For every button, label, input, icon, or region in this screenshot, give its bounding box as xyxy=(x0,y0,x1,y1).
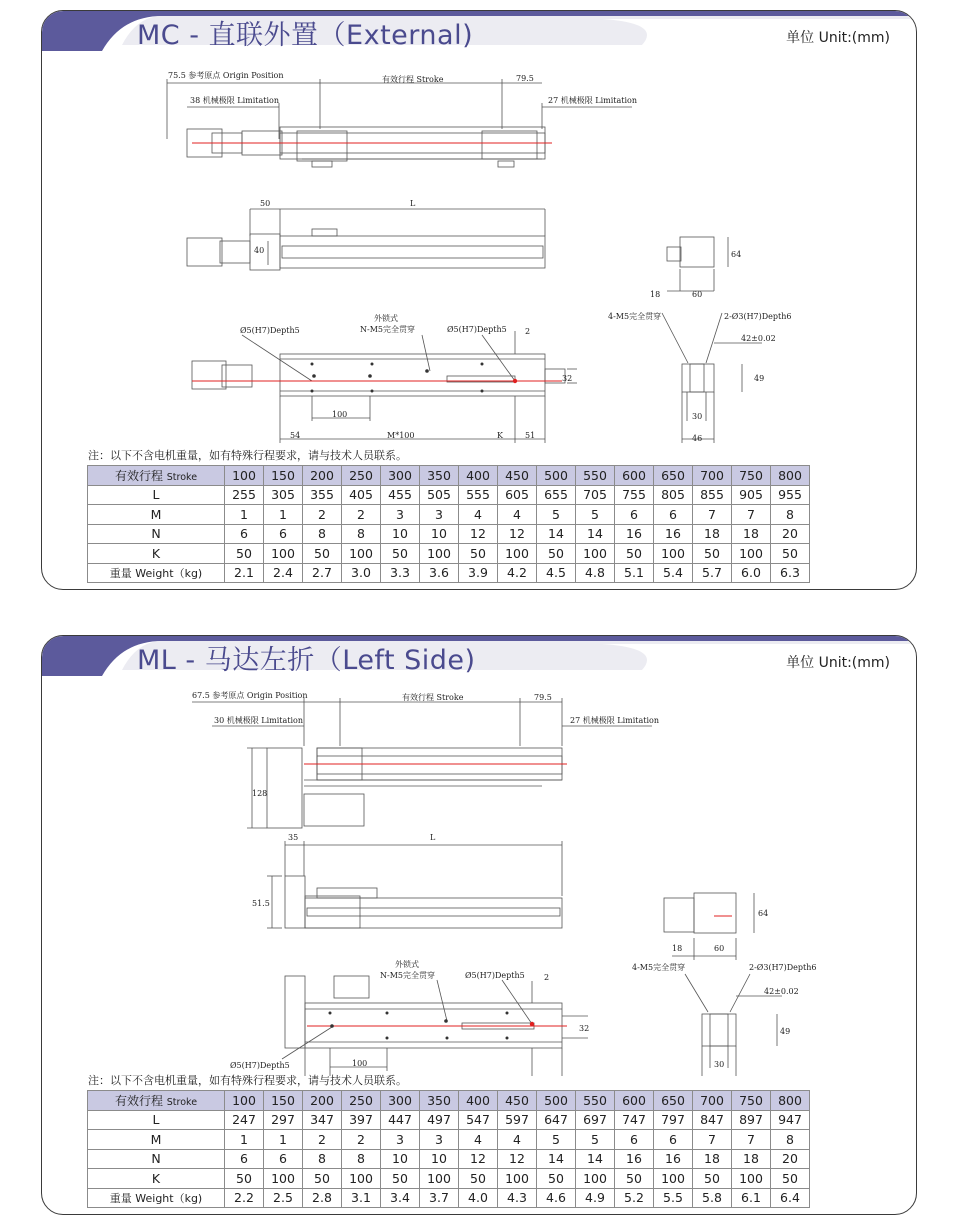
table-cell: 6.1 xyxy=(732,1188,771,1208)
stroke-cell: 800 xyxy=(771,466,810,486)
dim-lock: 外锁式 xyxy=(374,314,398,323)
table-row xyxy=(88,544,810,564)
table-cell: 6 xyxy=(615,505,654,525)
stroke-cell: 100 xyxy=(225,1091,264,1111)
table-cell: 5 xyxy=(576,505,615,525)
table-cell: 50 xyxy=(693,544,732,564)
table-cell: 100 xyxy=(264,1169,303,1189)
table-cell: 4.3 xyxy=(498,1188,537,1208)
dim-hole-left: Ø5(H7)Depth5 xyxy=(230,1061,290,1070)
table-cell: 5.8 xyxy=(693,1188,732,1208)
table-cell: 6.4 xyxy=(771,1188,810,1208)
table-cell: 50 xyxy=(693,1169,732,1189)
table-cell: 8 xyxy=(303,1149,342,1169)
table-cell: 7 xyxy=(693,1130,732,1150)
dim-limit-left: 38 机械极限 Limitation xyxy=(190,96,280,105)
table-cell: 3.3 xyxy=(381,563,420,583)
dim-2: 2 xyxy=(525,327,531,336)
table-cell: 447 xyxy=(381,1110,420,1130)
row-label: N xyxy=(88,1149,225,1169)
table-cell: 14 xyxy=(576,524,615,544)
table-cell: 7 xyxy=(732,1130,771,1150)
table-cell: 100 xyxy=(576,544,615,564)
row-label: 重量 Weight（kg) xyxy=(88,563,225,583)
dim-hole-mid: Ø5(H7)Depth5 xyxy=(465,971,525,980)
table-cell: 100 xyxy=(264,544,303,564)
dim-o3: 2-Ø3(H7)Depth6 xyxy=(749,963,817,972)
stroke-cell: 550 xyxy=(576,466,615,486)
table-cell: 2 xyxy=(303,505,342,525)
dim-nm5: N-M5完全贯穿 xyxy=(360,325,415,334)
stroke-cell: 750 xyxy=(732,466,771,486)
row-label: M xyxy=(88,1130,225,1150)
table-cell: 855 xyxy=(693,485,732,505)
spec-table xyxy=(87,1090,810,1208)
table-cell: 12 xyxy=(498,1149,537,1169)
table-cell: 3 xyxy=(381,505,420,525)
section-ml-left-side xyxy=(41,635,917,1215)
table-cell: 397 xyxy=(342,1110,381,1130)
table-cell: 2 xyxy=(342,505,381,525)
dim-2: 2 xyxy=(544,973,550,982)
dim-32: 32 xyxy=(579,1024,590,1033)
stroke-label: 有效行程 Stroke xyxy=(88,466,225,486)
table-cell: 4.5 xyxy=(537,563,576,583)
note-text: 注：以下不含电机重量，如有特殊行程要求，请与技术人员联系。 xyxy=(88,1074,407,1087)
table-cell: 847 xyxy=(693,1110,732,1130)
table-cell: 347 xyxy=(303,1110,342,1130)
dim-40: 40 xyxy=(254,246,265,255)
table-row xyxy=(88,485,810,505)
dim-limit-right: 27 机械极限 Limitation xyxy=(548,96,638,105)
stroke-cell: 350 xyxy=(420,466,459,486)
dim-79-5: 79.5 xyxy=(516,74,534,83)
table-cell: 4.2 xyxy=(498,563,537,583)
dim-origin: 75.5 参考原点 Origin Position xyxy=(168,71,284,80)
stroke-cell: 750 xyxy=(732,1091,771,1111)
table-cell: 897 xyxy=(732,1110,771,1130)
table-cell: 1 xyxy=(264,1130,303,1150)
dim-hole-mid: Ø5(H7)Depth5 xyxy=(447,325,507,334)
table-cell: 100 xyxy=(498,544,537,564)
table-cell: 4.9 xyxy=(576,1188,615,1208)
table-cell: 50 xyxy=(303,544,342,564)
table-header-row xyxy=(88,1091,810,1111)
stroke-cell: 200 xyxy=(303,1091,342,1111)
stroke-cell: 250 xyxy=(342,1091,381,1111)
section-mc-external xyxy=(41,10,917,590)
table-cell: 20 xyxy=(771,1149,810,1169)
table-row xyxy=(88,524,810,544)
stroke-cell: 450 xyxy=(498,466,537,486)
table-cell: 100 xyxy=(576,1169,615,1189)
dim-o3: 2-Ø3(H7)Depth6 xyxy=(724,312,792,321)
stroke-cell: 300 xyxy=(381,466,420,486)
dim-46: 46 xyxy=(692,434,703,443)
table-cell: 12 xyxy=(459,1149,498,1169)
stroke-cell: 150 xyxy=(264,466,303,486)
table-cell: 3 xyxy=(420,1130,459,1150)
table-cell: 14 xyxy=(537,1149,576,1169)
dim-64: 64 xyxy=(758,909,769,918)
table-cell: 2.2 xyxy=(225,1188,264,1208)
table-cell: 605 xyxy=(498,485,537,505)
dim-49: 49 xyxy=(780,1027,791,1036)
dim-42: 42±0.02 xyxy=(764,987,799,996)
table-header-row xyxy=(88,466,810,486)
table-cell: 2.8 xyxy=(303,1188,342,1208)
dim-100: 100 xyxy=(352,1059,368,1068)
note-text: 注：以下不含电机重量，如有特殊行程要求，请与技术人员联系。 xyxy=(88,449,407,462)
table-cell: 2.4 xyxy=(264,563,303,583)
dim-stroke: 有效行程 Stroke xyxy=(382,75,444,84)
stroke-cell: 150 xyxy=(264,1091,303,1111)
table-cell: 655 xyxy=(537,485,576,505)
table-cell: 8 xyxy=(771,505,810,525)
dim-limit-left: 30 机械极限 Limitation xyxy=(214,716,304,725)
stroke-cell: 400 xyxy=(459,1091,498,1111)
table-cell: 12 xyxy=(498,524,537,544)
table-cell: 16 xyxy=(654,1149,693,1169)
dim-64: 64 xyxy=(731,250,742,259)
table-cell: 100 xyxy=(342,1169,381,1189)
table-cell: 6 xyxy=(654,1130,693,1150)
dim-L: L xyxy=(410,199,416,208)
table-cell: 10 xyxy=(381,524,420,544)
stroke-cell: 500 xyxy=(537,466,576,486)
table-cell: 505 xyxy=(420,485,459,505)
stroke-cell: 650 xyxy=(654,1091,693,1111)
table-cell: 2.1 xyxy=(225,563,264,583)
table-cell: 18 xyxy=(693,1149,732,1169)
table-cell: 16 xyxy=(615,1149,654,1169)
stroke-cell: 600 xyxy=(615,1091,654,1111)
table-cell: 3.6 xyxy=(420,563,459,583)
table-cell: 3.0 xyxy=(342,563,381,583)
table-cell: 50 xyxy=(537,544,576,564)
table-cell: 5.4 xyxy=(654,563,693,583)
section-header xyxy=(42,11,916,51)
table-cell: 50 xyxy=(459,1169,498,1189)
table-cell: 1 xyxy=(264,505,303,525)
dim-128: 128 xyxy=(252,789,268,798)
row-label: K xyxy=(88,1169,225,1189)
table-cell: 555 xyxy=(459,485,498,505)
stroke-cell: 700 xyxy=(693,1091,732,1111)
table-cell: 3.1 xyxy=(342,1188,381,1208)
table-cell: 14 xyxy=(537,524,576,544)
table-cell: 2 xyxy=(303,1130,342,1150)
table-cell: 1 xyxy=(225,1130,264,1150)
table-cell: 20 xyxy=(771,524,810,544)
stroke-cell: 450 xyxy=(498,1091,537,1111)
table-cell: 10 xyxy=(420,1149,459,1169)
stroke-cell: 500 xyxy=(537,1091,576,1111)
table-cell: 6 xyxy=(615,1130,654,1150)
page-title: MC - 直联外置（External) xyxy=(137,20,474,51)
table-cell: 4.0 xyxy=(459,1188,498,1208)
spec-table xyxy=(87,465,810,583)
table-cell: 16 xyxy=(654,524,693,544)
dim-42: 42±0.02 xyxy=(741,334,776,343)
row-label: N xyxy=(88,524,225,544)
dim-51: 51 xyxy=(525,431,536,440)
table-cell: 3.9 xyxy=(459,563,498,583)
stroke-cell: 350 xyxy=(420,1091,459,1111)
table-cell: 947 xyxy=(771,1110,810,1130)
table-cell: 4 xyxy=(459,1130,498,1150)
table-cell: 6 xyxy=(264,524,303,544)
table-cell: 50 xyxy=(303,1169,342,1189)
table-cell: 305 xyxy=(264,485,303,505)
table-cell: 455 xyxy=(381,485,420,505)
table-cell: 8 xyxy=(771,1130,810,1150)
table-cell: 4.8 xyxy=(576,563,615,583)
table-cell: 255 xyxy=(225,485,264,505)
stroke-cell: 400 xyxy=(459,466,498,486)
table-cell: 905 xyxy=(732,485,771,505)
row-label: L xyxy=(88,485,225,505)
unit-label: 单位 Unit:(mm) xyxy=(786,655,890,671)
table-cell: 5 xyxy=(537,505,576,525)
table-cell: 50 xyxy=(615,1169,654,1189)
dim-60: 60 xyxy=(692,290,703,299)
table-cell: 4.6 xyxy=(537,1188,576,1208)
table-cell: 547 xyxy=(459,1110,498,1130)
table-cell: 355 xyxy=(303,485,342,505)
dim-54: 54 xyxy=(290,431,301,440)
table-cell: 3.4 xyxy=(381,1188,420,1208)
dim-lock: 外锁式 xyxy=(395,960,419,969)
stroke-cell: 650 xyxy=(654,466,693,486)
dim-60: 60 xyxy=(714,944,725,953)
table-cell: 2 xyxy=(342,1130,381,1150)
dim-18: 18 xyxy=(650,290,661,299)
table-cell: 697 xyxy=(576,1110,615,1130)
table-cell: 2.7 xyxy=(303,563,342,583)
dim-origin: 67.5 参考原点 Origin Position xyxy=(192,691,308,700)
table-cell: 297 xyxy=(264,1110,303,1130)
table-row xyxy=(88,1130,810,1150)
row-label: L xyxy=(88,1110,225,1130)
table-cell: 2.5 xyxy=(264,1188,303,1208)
table-row xyxy=(88,1149,810,1169)
stroke-cell: 700 xyxy=(693,466,732,486)
table-row xyxy=(88,1188,810,1208)
table-cell: 247 xyxy=(225,1110,264,1130)
dim-hole-left: Ø5(H7)Depth5 xyxy=(240,326,300,335)
table-row xyxy=(88,563,810,583)
table-cell: 647 xyxy=(537,1110,576,1130)
table-cell: 955 xyxy=(771,485,810,505)
table-cell: 100 xyxy=(732,544,771,564)
table-cell: 5.7 xyxy=(693,563,732,583)
table-cell: 705 xyxy=(576,485,615,505)
dim-30: 30 xyxy=(714,1060,725,1069)
table-cell: 5 xyxy=(537,1130,576,1150)
table-cell: 10 xyxy=(381,1149,420,1169)
table-cell: 8 xyxy=(303,524,342,544)
dim-79-5: 79.5 xyxy=(534,693,552,702)
dim-m100: M*100 xyxy=(387,431,415,440)
table-cell: 100 xyxy=(498,1169,537,1189)
row-label: M xyxy=(88,505,225,525)
table-cell: 405 xyxy=(342,485,381,505)
technical-drawing xyxy=(42,51,916,451)
table-cell: 50 xyxy=(537,1169,576,1189)
section-header xyxy=(42,636,916,676)
table-cell: 8 xyxy=(342,1149,381,1169)
table-cell: 5.2 xyxy=(615,1188,654,1208)
table-cell: 597 xyxy=(498,1110,537,1130)
table-cell: 16 xyxy=(615,524,654,544)
stroke-cell: 800 xyxy=(771,1091,810,1111)
table-cell: 18 xyxy=(732,1149,771,1169)
dim-m5-side: 4-M5完全贯穿 xyxy=(608,312,662,321)
table-cell: 6.3 xyxy=(771,563,810,583)
table-cell: 18 xyxy=(693,524,732,544)
table-cell: 4 xyxy=(498,505,537,525)
table-cell: 50 xyxy=(459,544,498,564)
table-cell: 3 xyxy=(420,505,459,525)
table-cell: 18 xyxy=(732,524,771,544)
table-cell: 10 xyxy=(420,524,459,544)
table-cell: 6 xyxy=(225,1149,264,1169)
table-cell: 100 xyxy=(654,544,693,564)
dim-30: 30 xyxy=(692,412,703,421)
technical-drawing xyxy=(42,676,916,1076)
table-cell: 50 xyxy=(381,1169,420,1189)
dim-49: 49 xyxy=(754,374,765,383)
dim-nm5: N-M5完全贯穿 xyxy=(380,971,435,980)
row-label: K xyxy=(88,544,225,564)
stroke-cell: 600 xyxy=(615,466,654,486)
table-cell: 50 xyxy=(615,544,654,564)
table-cell: 50 xyxy=(225,544,264,564)
unit-label: 单位 Unit:(mm) xyxy=(786,30,890,46)
row-label: 重量 Weight（kg) xyxy=(88,1188,225,1208)
table-cell: 8 xyxy=(342,524,381,544)
table-cell: 3 xyxy=(381,1130,420,1150)
table-cell: 1 xyxy=(225,505,264,525)
table-row xyxy=(88,1110,810,1130)
table-cell: 797 xyxy=(654,1110,693,1130)
table-cell: 100 xyxy=(732,1169,771,1189)
stroke-cell: 200 xyxy=(303,466,342,486)
dim-L: L xyxy=(430,833,436,842)
table-cell: 497 xyxy=(420,1110,459,1130)
table-cell: 805 xyxy=(654,485,693,505)
dim-m5-side: 4-M5完全贯穿 xyxy=(632,963,686,972)
stroke-label: 有效行程 Stroke xyxy=(88,1091,225,1111)
table-cell: 3.7 xyxy=(420,1188,459,1208)
dim-100: 100 xyxy=(332,410,348,419)
table-cell: 755 xyxy=(615,485,654,505)
table-cell: 50 xyxy=(771,1169,810,1189)
table-cell: 50 xyxy=(225,1169,264,1189)
table-cell: 5.5 xyxy=(654,1188,693,1208)
table-cell: 14 xyxy=(576,1149,615,1169)
table-cell: 747 xyxy=(615,1110,654,1130)
dim-18: 18 xyxy=(672,944,683,953)
dim-limit-right: 27 机械极限 Limitation xyxy=(570,716,660,725)
table-cell: 50 xyxy=(381,544,420,564)
table-cell: 4 xyxy=(459,505,498,525)
table-cell: 7 xyxy=(732,505,771,525)
table-cell: 6 xyxy=(654,505,693,525)
table-cell: 5.1 xyxy=(615,563,654,583)
dim-32: 32 xyxy=(562,374,573,383)
stroke-cell: 100 xyxy=(225,466,264,486)
table-cell: 6.0 xyxy=(732,563,771,583)
dim-35: 35 xyxy=(288,833,299,842)
stroke-cell: 300 xyxy=(381,1091,420,1111)
table-cell: 6 xyxy=(225,524,264,544)
table-cell: 100 xyxy=(342,544,381,564)
table-row xyxy=(88,505,810,525)
table-row xyxy=(88,1169,810,1189)
dim-50: 50 xyxy=(260,199,271,208)
table-cell: 6 xyxy=(264,1149,303,1169)
table-cell: 7 xyxy=(693,505,732,525)
table-cell: 4 xyxy=(498,1130,537,1150)
stroke-cell: 550 xyxy=(576,1091,615,1111)
dim-51-5: 51.5 xyxy=(252,899,270,908)
page-title: ML - 马达左折（Left Side) xyxy=(137,645,476,676)
table-cell: 5 xyxy=(576,1130,615,1150)
dim-K: K xyxy=(497,431,503,440)
table-cell: 12 xyxy=(459,524,498,544)
dim-stroke: 有效行程 Stroke xyxy=(402,693,464,702)
table-cell: 100 xyxy=(420,544,459,564)
table-cell: 100 xyxy=(420,1169,459,1189)
table-cell: 100 xyxy=(654,1169,693,1189)
stroke-cell: 250 xyxy=(342,466,381,486)
table-cell: 50 xyxy=(771,544,810,564)
